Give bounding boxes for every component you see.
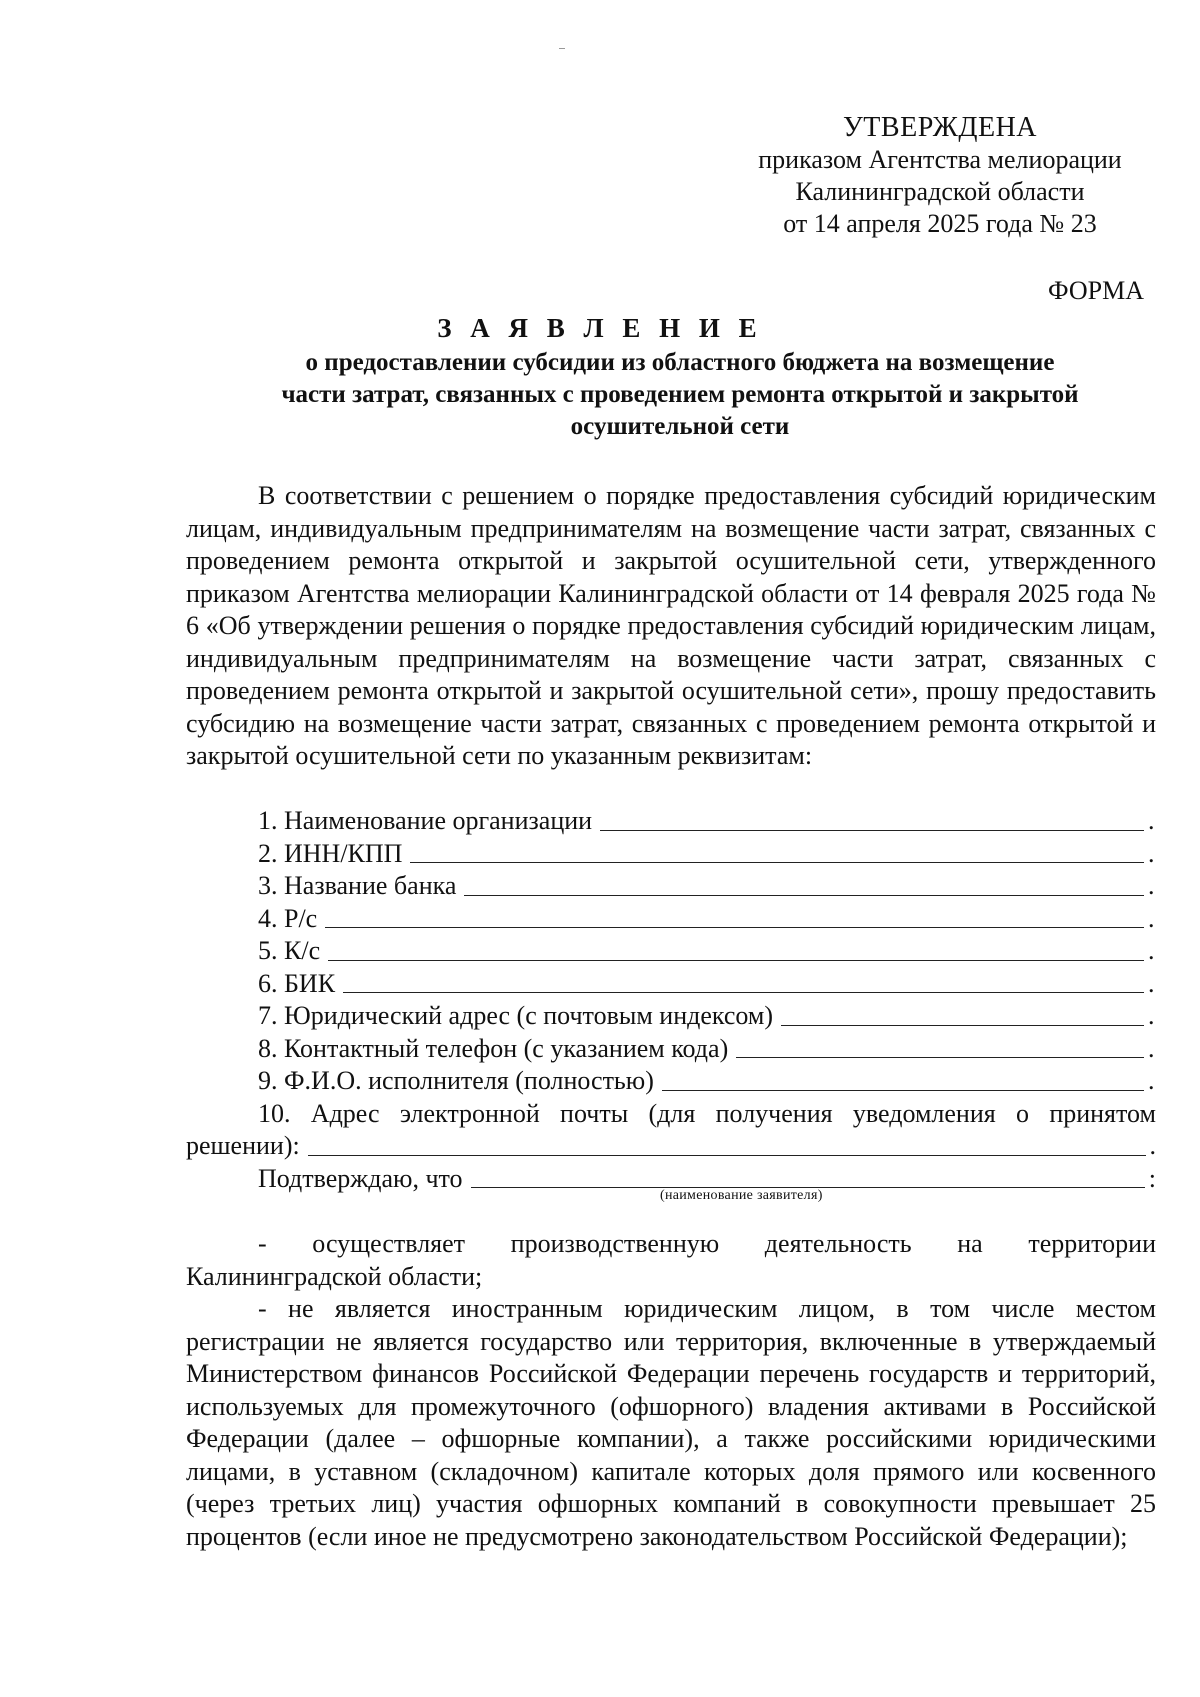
- field-end-mark: .: [1148, 838, 1155, 868]
- scan-artifact: [559, 48, 565, 49]
- bank-name-input-line[interactable]: [464, 894, 1144, 896]
- approval-line-2: Калининградской области: [795, 177, 1085, 206]
- field-end-mark: .: [1148, 1033, 1155, 1063]
- condition-item: - осуществляет производственную деятельность на территории Калининградской области;: [186, 1229, 1156, 1291]
- approval-stamp-block: [740, 112, 1140, 240]
- field-correspondent-account: [186, 935, 1156, 968]
- field-inn-kpp: [186, 838, 1156, 871]
- inn-kpp-input-line[interactable]: [410, 861, 1144, 863]
- field-end-mark: .: [1148, 806, 1155, 835]
- confirm-label: Подтверждаю, что: [258, 1163, 463, 1193]
- email-input-line[interactable]: [308, 1154, 1146, 1156]
- confirm-end-mark: :: [1148, 1163, 1156, 1193]
- email-row: [186, 1130, 1156, 1163]
- document-title: З А Я В Л Е Н И Е: [437, 313, 763, 343]
- form-label: ФОРМА: [1048, 276, 1144, 305]
- field-label: 1. Наименование организации: [258, 806, 593, 835]
- field-label: 2. ИНН/КПП: [258, 838, 403, 868]
- field-label: 4. Р/с: [258, 903, 318, 933]
- conditions-list: [186, 1228, 1156, 1553]
- field-email: [186, 1098, 1156, 1131]
- field-end-mark: .: [1148, 903, 1155, 933]
- contact-phone-input-line[interactable]: [736, 1056, 1144, 1058]
- field-settlement-account: [186, 903, 1156, 936]
- field-organization-name: [186, 805, 1156, 838]
- subtitle-line-2: части затрат, связанных с проведением ремонта открытой и закрытой: [281, 381, 1079, 408]
- field-bank-name: [186, 870, 1156, 903]
- subtitle-line-3: осушительной сети: [570, 413, 790, 440]
- approval-line-3: от 14 апреля 2025 года № 23: [783, 209, 1097, 238]
- settlement-account-input-line[interactable]: [325, 926, 1144, 928]
- applicant-name-caption: (наименование заявителя): [660, 1188, 823, 1203]
- field-label: 6. БИК: [258, 968, 336, 998]
- field-label: 7. Юридический адрес (с почтовым индексом): [258, 1001, 774, 1030]
- executor-name-input-line[interactable]: [662, 1089, 1144, 1091]
- subtitle-line-1: о предоставлении субсидии из областного бюджета на возмещение: [305, 349, 1055, 376]
- approval-line-1: приказом Агентства мелиорации: [758, 145, 1122, 174]
- organization-name-input-line[interactable]: [600, 829, 1144, 831]
- email-label-line-2: решении):: [186, 1131, 300, 1160]
- field-end-mark: .: [1148, 871, 1155, 900]
- correspondent-account-input-line[interactable]: [328, 959, 1144, 961]
- field-label: 8. Контактный телефон (с указанием кода): [258, 1033, 729, 1063]
- field-end-mark: .: [1148, 968, 1155, 998]
- field-end-mark: .: [1148, 936, 1155, 965]
- field-end-mark: .: [1149, 1131, 1156, 1160]
- requisites-form: [186, 805, 1156, 1195]
- document-subtitle: [200, 347, 1160, 443]
- field-contact-phone: [186, 1033, 1156, 1066]
- field-label: 9. Ф.И.О. исполнителя (полностью): [258, 1066, 654, 1095]
- field-end-mark: .: [1148, 1066, 1155, 1095]
- legal-address-input-line[interactable]: [781, 1024, 1144, 1026]
- email-label-line-1: 10. Адрес электронной почты (для получения уведомления о принятом: [258, 1098, 1156, 1128]
- field-label: 5. К/с: [258, 936, 321, 965]
- field-executor-name: [186, 1065, 1156, 1098]
- intro-paragraph: В соответствии с решением о порядке предоставления субсидий юридическим лицам, индивидуальным предпринимателям на возмещение части затрат, связанных с проведением ремонта открытой и закрытой осушительной сети, утвержденного приказом Агентства мелиорации Калининградской области от 14 февраля 2025 года № 6 «Об утверждении решения о порядке предоставления субсидий юридическим лицам, индивидуальным предпринимателям на возмещение части затрат, связанных с проведением ремонта открытой и закрытой осушительной сети», прошу предоставить субсидию на возмещение части затрат, связанных с проведением ремонта открытой и закрытой осушительной сети по указанным реквизитам:: [186, 481, 1156, 770]
- approval-title: УТВЕРЖДЕНА: [842, 112, 1038, 143]
- condition-item: - не является иностранным юридическим лицом, в том числе местом регистрации не является государство или территория, включенные в утверждаемый Министерством финансов Российской Федерации перечень государств и территорий, используемых для промежуточного (офшорного) владения активами в Российской Федерации (далее – офшорные компании), а также российскими юридическими лицами, в уставном (складочном) капитале которых доля прямого или косвенного (через третьих лиц) участия офшорных компаний в совокупности превышает 25 процентов (если иное не предусмотрено законодательством Российской Федерации);: [186, 1294, 1156, 1551]
- field-end-mark: .: [1148, 1001, 1155, 1030]
- field-bik: [186, 968, 1156, 1001]
- field-legal-address: [186, 1000, 1156, 1033]
- bik-input-line[interactable]: [343, 991, 1144, 993]
- field-label: 3. Название банка: [258, 871, 457, 900]
